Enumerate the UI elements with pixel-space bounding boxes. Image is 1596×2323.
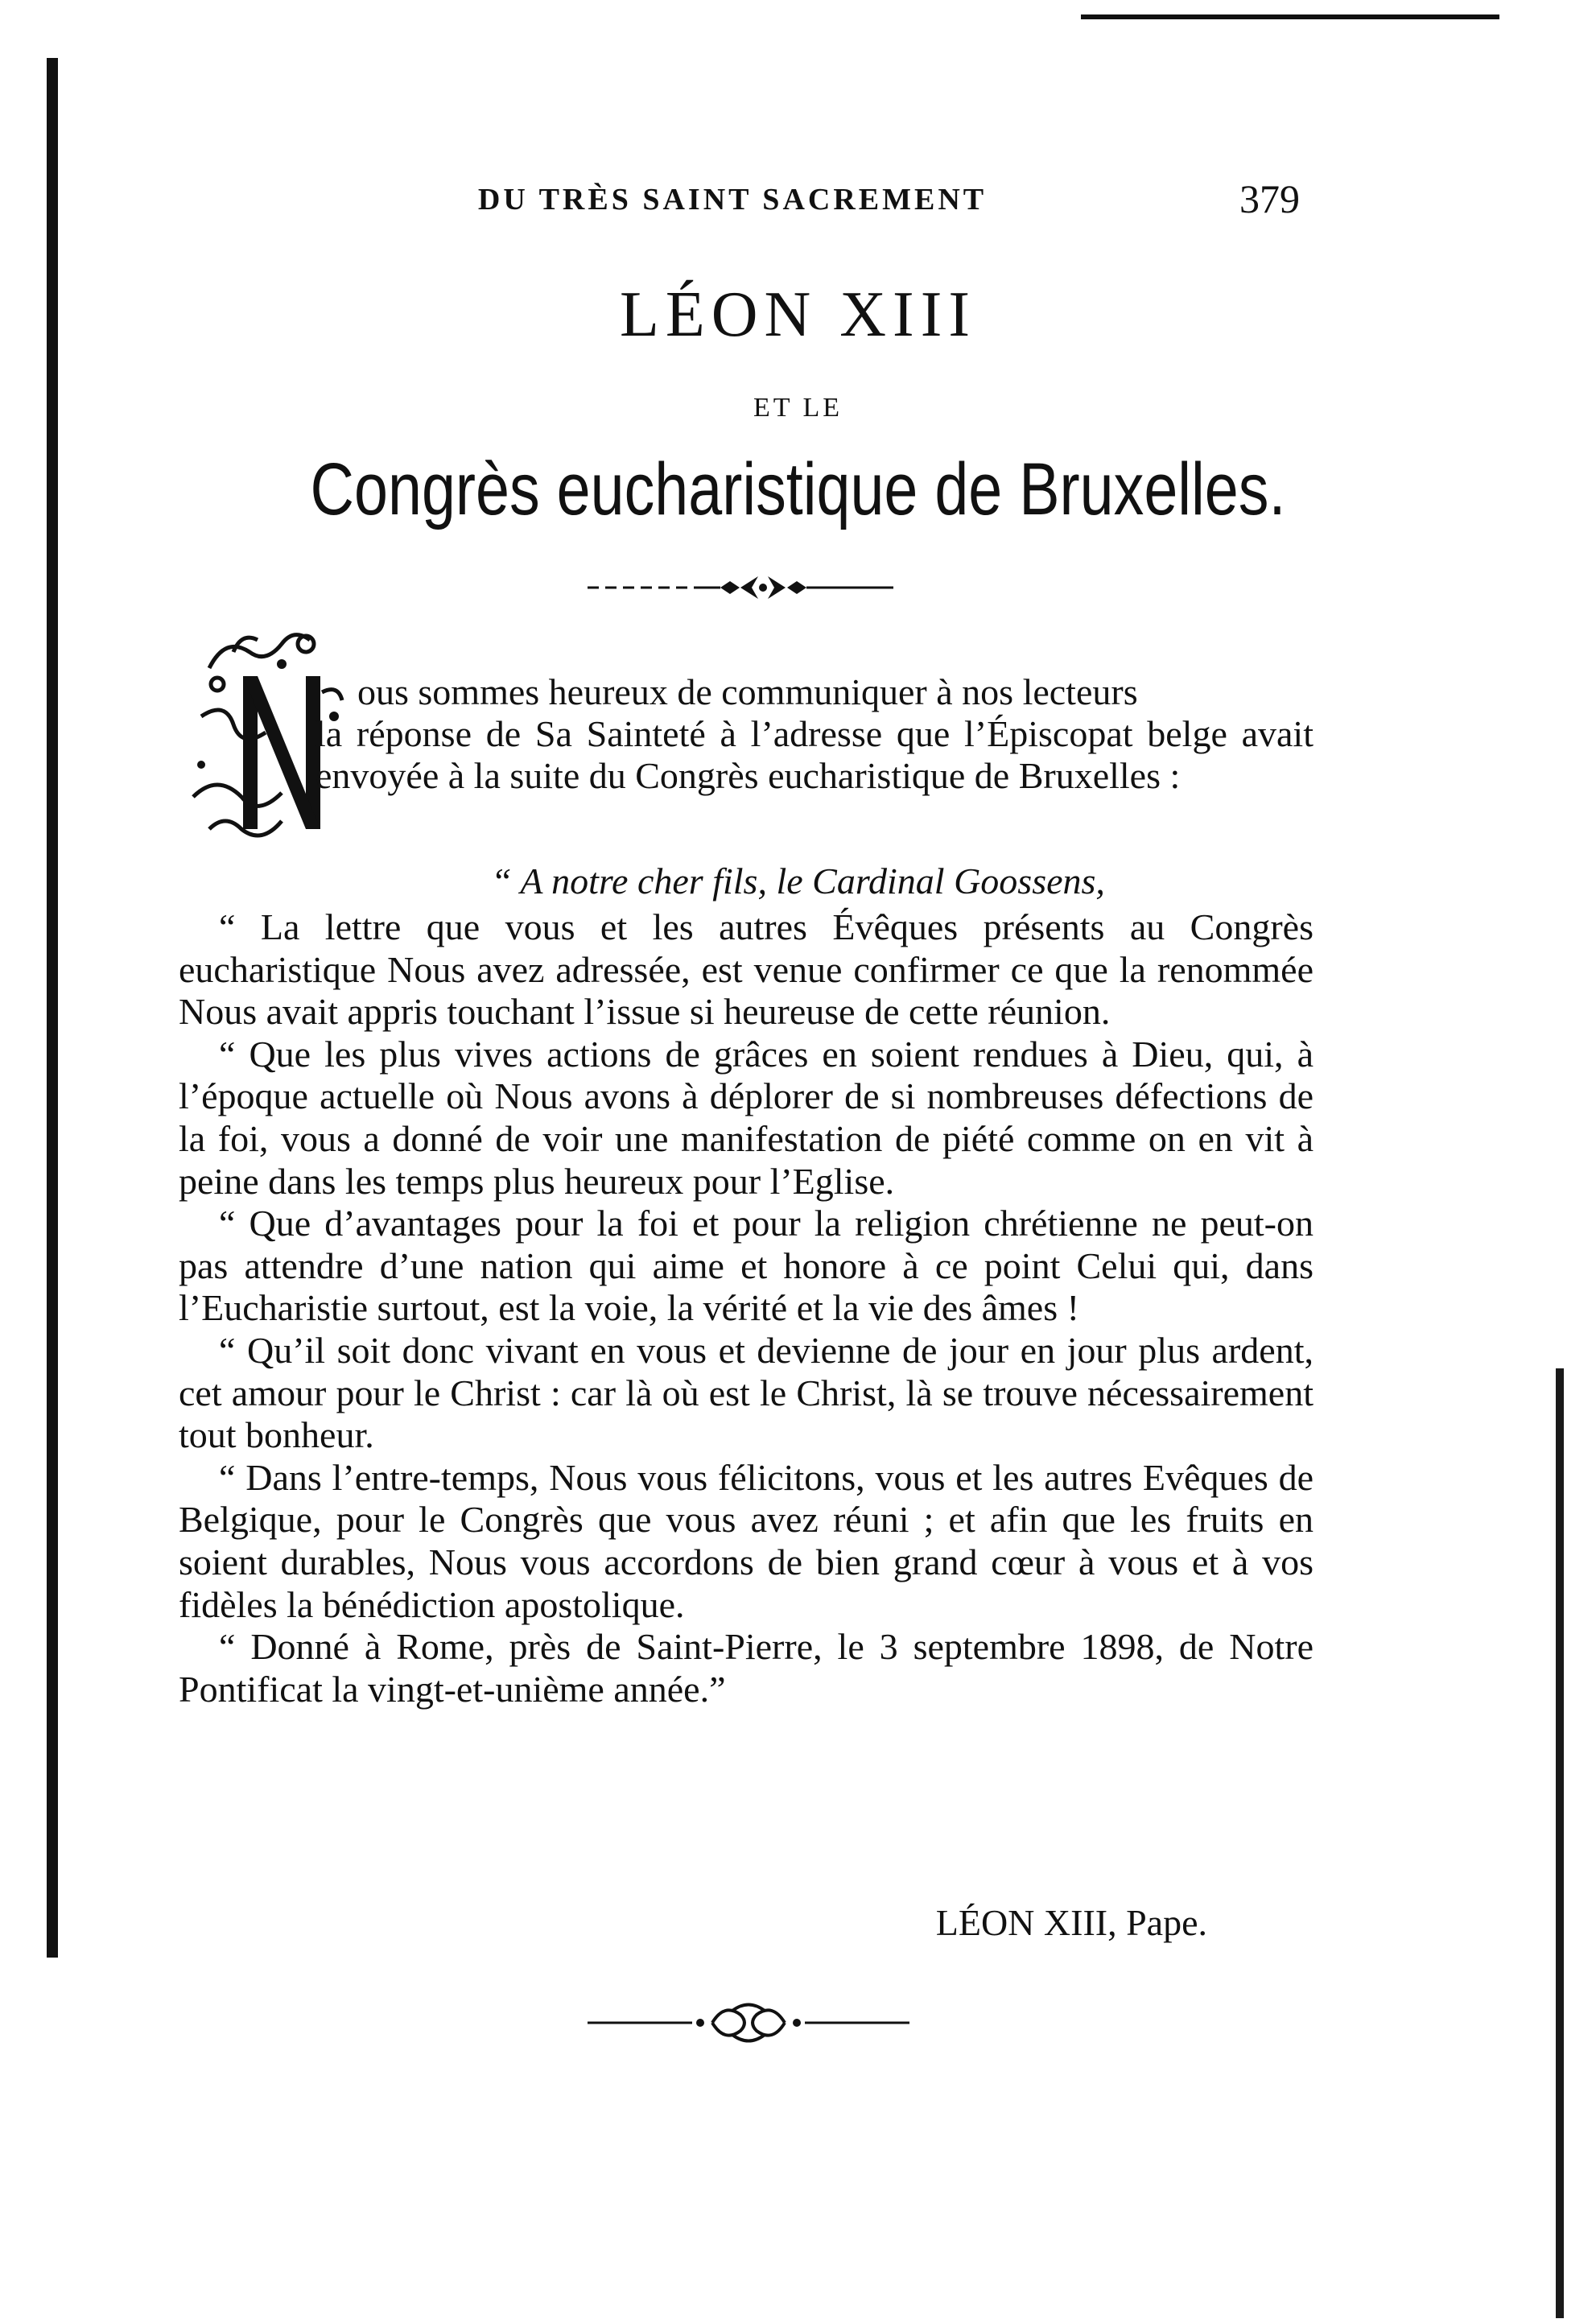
intro-rest: la réponse de Sa Sainteté à l’adresse que l’Épiscopat belge avait envoyée à la suite du Congrès eucharistique de Bruxelles : [315, 713, 1314, 796]
ornament-divider-top-icon [579, 563, 901, 612]
article-subtitle: Congrès eucharistique de Bruxelles. [310, 448, 1286, 530]
letter-paragraph: “ La lettre que vous et les autres Évêques présents au Congrès eucharistique Nous avez adressée, est venue confirmer ce que la renommée Nous avait appris touchant l’issue si heureuse de cette réunion. [179, 906, 1314, 1033]
scan-rule-top [1081, 14, 1499, 19]
signature: LÉON XIII, Pape. [935, 1902, 1207, 1943]
ornament-divider-bottom-icon [579, 1995, 918, 2051]
letter-paragraph: “ Qu’il soit donc vivant en vous et devienne de jour en jour plus ardent, cet amour pour le Christ : car là où est le Christ, là se trouve nécessairement tout bonheur. [179, 1329, 1314, 1456]
letter-paragraph: “ Que les plus vives actions de grâces en soient rendues à Dieu, qui, à l’époque actuelle où Nous avons à déplorer de si nombreuses défections de la foi, vous a donné de voir une manifestation de piété comme on en vit à peine dans les temps plus heureux pour l’Eglise. [179, 1033, 1314, 1202]
letter-salutation: “ A notre cher fils, le Cardinal Goossens, [491, 860, 1105, 902]
letter-body [179, 906, 1314, 1710]
letter-paragraph: “ Donné à Rome, près de Saint-Pierre, le 3 septembre 1898, de Notre Pontificat la vingt-et-unième année.” [179, 1626, 1314, 1710]
intro-paragraph [315, 671, 1314, 797]
letter-paragraph: “ Que d’avantages pour la foi et pour la religion chrétienne ne peut-on pas attendre d’une nation qui aime et honore à ce point Celui qui, dans l’Eucharistie surtout, est la voie, la vérité et la vie des âmes ! [179, 1203, 1314, 1329]
article-title: LÉON XIII [620, 279, 976, 350]
scan-edge-right [1556, 1368, 1564, 2318]
running-head: DU TRÈS SAINT SACREMENT [477, 183, 988, 217]
page-number: 379 [1239, 176, 1300, 221]
intro-first-line: ous sommes heureux de communiquer à nos lecteurs [357, 671, 1138, 712]
title-connector: ET LE [753, 393, 843, 423]
letter-paragraph: “ Dans l’entre-temps, Nous vous félicitons, vous et les autres Evêques de Belgique, pour le Congrès que vous avez réuni ; et afin que les fruits en soient durables, Nous vous accordons de bien grand cœur à vous et à vos fidèles la bénédiction apostolique. [179, 1456, 1314, 1625]
